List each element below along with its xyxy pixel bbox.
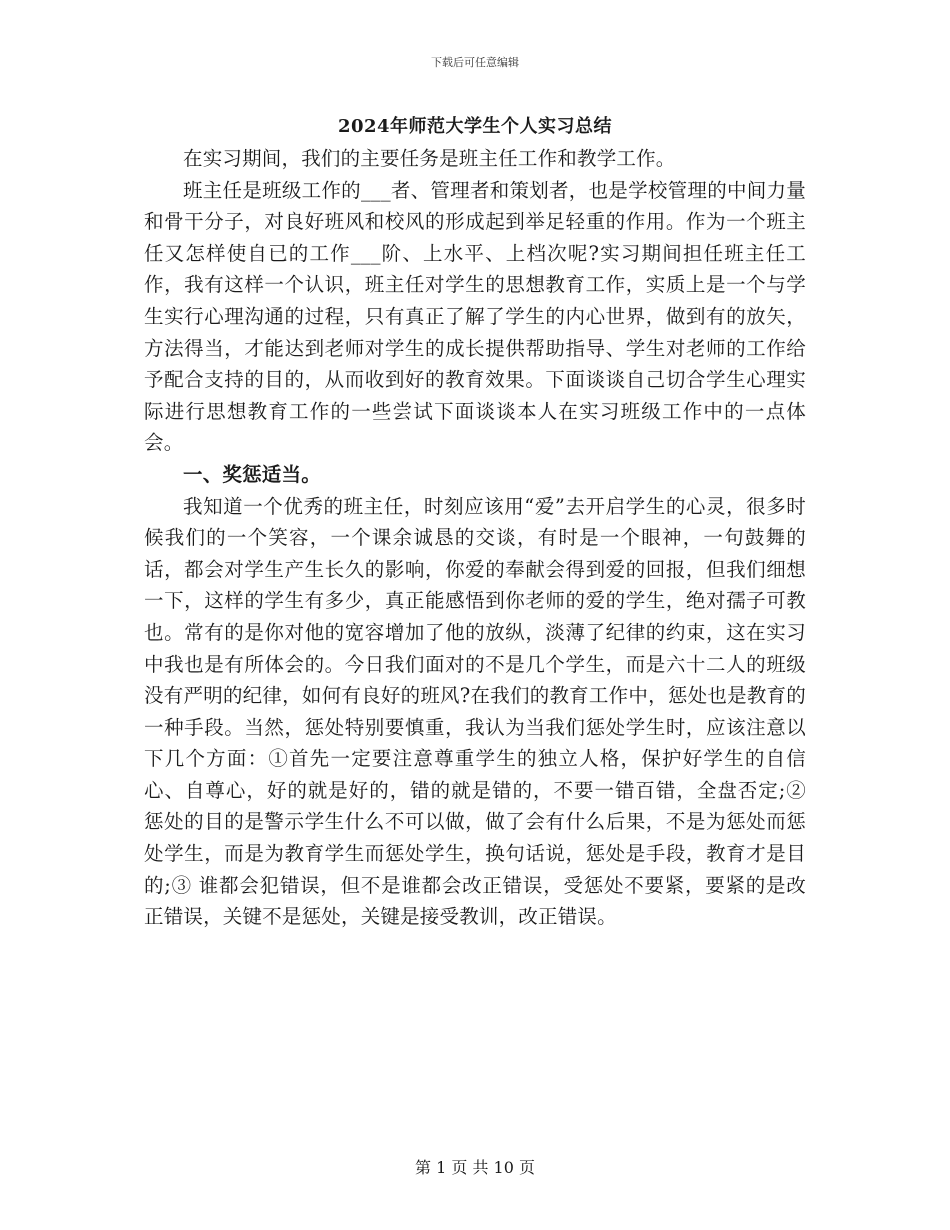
paragraph-class-teacher: 班主任是班级工作的___者、管理者和策划者，也是学校管理的中间力量和骨干分子，对良好班风和校风的形成起到举足轻重的作用。作为一个班主任又怎样使自已的工作___阶、上水平、上档次呢?实习期间担任班主任工作，我有这样一个认识，班主任对学生的思想教育工作，实质上是一个与学生实行心理沟通的过程，只有真正了解了学生的内心世界，做到有的放矢，方法得当，才能达到老师对学生的成长提供帮助指导、学生对老师的工作给予配合支持的目的，从而收到好的教育效果。下面谈谈自己切合学生心理实际进行思想教育工作的一些尝试下面谈谈本人在实习班级工作中的一点体会。: [144, 178, 806, 455]
section-heading: 一、奖惩适当。: [183, 462, 321, 486]
paragraph-rewards-punishment: 我知道一个优秀的班主任，时刻应该用“爱”去开启学生的心灵，很多时候我们的一个笑容，一个课余诚恳的交谈，有时是一个眼神，一句鼓舞的话，都会对学生产生长久的影响，你爱的奉献会得到爱的回报，但我们细想一下，这样的学生有多少，真正能感悟到你老师的爱的学生，绝对孺子可教也。常有的是你对他的宽容增加了他的放纵，淡薄了纪律的约束，这在实习中我也是有所体会的。今日我们面对的不是几个学生，而是六十二人的班级没有严明的纪律，如何有良好的班风?在我们的教育工作中，惩处也是教育的一种手段。当然，惩处特别要慎重，我认为当我们惩处学生时，应该注意以下几个方面：①首先一定要注意尊重学生的独立人格，保护好学生的自信心、自尊心，好的就是好的，错的就是错的，不要一错百错，全盘否定;② 惩处的目的是警示学生什么不可以做，做了会有什么后果，不是为惩处而惩处学生，而是为教育学生而惩处学生，换句话说，惩处是手段，教育才是目的;③ 谁都会犯错误，但不是谁都会改正错误，受惩处不要紧，要紧的是改正错误，关键不是惩处，关键是接受教训，改正错误。: [144, 494, 806, 929]
header-note: 下载后可任意编辑: [431, 56, 519, 69]
page-number-footer: 第 1 页 共 10 页: [415, 1158, 535, 1177]
paragraph-intro: 在实习期间，我们的主要任务是班主任工作和教学工作。: [183, 147, 676, 170]
document-title: 2024年师范大学生个人实习总结: [337, 116, 613, 137]
document-body: [144, 111, 806, 933]
